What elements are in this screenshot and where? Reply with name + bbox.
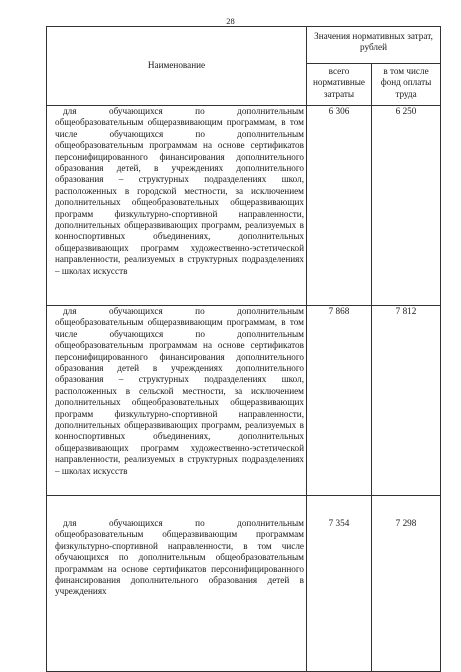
table-row: [47, 496, 441, 672]
header-group: Значения нормативных затрат, рублей: [307, 27, 441, 64]
row-wage: 7 812: [372, 306, 441, 496]
row-wage: 6 250: [372, 106, 441, 306]
row-total: 7 354: [307, 496, 372, 672]
row-total: 7 868: [307, 306, 372, 496]
table-row: [47, 306, 441, 496]
header-name: Наименование: [47, 27, 307, 106]
page-number: 28: [226, 16, 235, 26]
row-description: для обучающихся по дополнительным общеобразовательным общеразвивающим программам, в том числе обучающихся по дополнительным общеобразовательным программам на основе сертификатов персонифицированного финансирования дополнительного образования детей в учреждениях дополнительного образования – структурных подразделениях школ, расположенных в сельской местности, за исключением дополнительных общеобразовательных общеразвивающих программ физкультурно-спортивной направленности, дополнительных общеразвивающих программ, реализуемых в конноспортивных объединениях, дополнительных общеразвивающих программ художественно-эстетической направленности, реализуемых в структурных подразделениях – школах искусств: [47, 306, 307, 496]
row-wage: 7 298: [372, 496, 441, 672]
header-total: всего нормативные затраты: [307, 64, 372, 106]
row-description: для обучающихся по дополнительным общеобразовательным общеразвивающим программам, в том числе обучающихся по дополнительным общеобразовательным программам на основе сертификатов персонифицированного финансирования дополнительного образования детей, в учреждениях дополнительного образования – структурных подразделениях школ, расположенных в городской местности, за исключением дополнительных общеобразовательных общеразвивающих программ физкультурно-спортивной направленности, дополнительных общеразвивающих программ, реализуемых в конноспортивных объединениях, дополнительных общеразвивающих программ художественно-эстетической направленности, реализуемых в структурных подразделениях – школах искусств: [47, 106, 307, 306]
table-header-row: [47, 27, 441, 64]
normative-costs-table: [46, 26, 441, 672]
row-total: 6 306: [307, 106, 372, 306]
table-row: [47, 106, 441, 306]
row-description: для обучающихся по дополнительным общеобразовательным общеразвивающим программам физкультурно-спортивной направленности, в том числе обучающихся по дополнительным общеобразовательным программам на основе сертификатов персонифицированного финансирования дополнительного образования детей в учреждениях: [47, 496, 307, 672]
header-wage: в том числе фонд оплаты труда: [372, 64, 441, 106]
